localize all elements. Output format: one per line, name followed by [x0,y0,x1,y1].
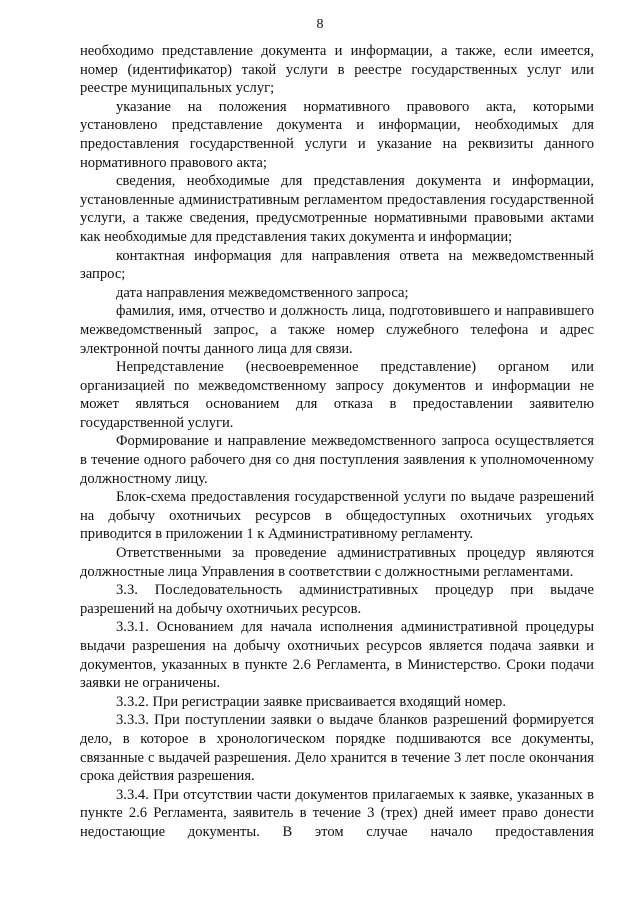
paragraph-10: Ответственными за проведение административных процедур являются должностные лица Управления в соответствии с должностными регламентами. [80,545,594,580]
paragraph-13: 3.3.2. При регистрации заявке присваивается входящий номер. [116,693,506,710]
paragraph-9: Блок-схема предоставления государственной услуги по выдаче разрешений на добычу охотничьих ресурсов в общедоступных охотничьих угодьях приводится в приложении 1 к Административному регламенту. [80,489,594,543]
document-body [80,42,594,842]
paragraph-6: фамилия, имя, отчество и должность лица, подготовившего и направившего межведомственный запрос, а также номер служебного телефона и адрес электронной почты данного лица для связи. [80,303,594,357]
paragraph-14: 3.3.3. При поступлении заявки о выдаче бланков разрешений формируется дело, в которое в хронологическом порядке подшиваются все документы, связанные с выдачей разрешения. Дело хранится в течение 3 лет после окончания срока действия разрешения. [80,712,594,785]
page-number: 8 [316,17,324,32]
paragraph-15: 3.3.4. При отсутствии части документов прилагаемых к заявке, указанных в пункте 2.6 Регламента, заявитель в течение 3 (трех) дней имеет право донести недостающие документы. В этом случае начало предоставления [80,786,594,840]
paragraph-8: Формирование и направление межведомственного запроса осуществляется в течение одного рабочего дня со дня поступления заявления к уполномоченному должностному лицу. [80,433,594,487]
paragraph-11: 3.3. Последовательность административных процедур при выдаче разрешений на добычу охотничьих ресурсов. [80,582,594,617]
paragraph-12: 3.3.1. Основанием для начала исполнения административной процедуры выдачи разрешения на добычу охотничьих ресурсов является подача заявки и документов, указанных в пункте 2.6 Регламента, в Министерство. Сроки подачи заявки не ограничены. [80,619,594,692]
paragraph-5: дата направления межведомственного запроса; [116,284,409,301]
paragraph-4: контактная информация для направления ответа на межведомственный запрос; [80,247,594,283]
paragraph-2: указание на положения нормативного правового акта, которыми установлено представление документа и информации, необходимых для предоставления государственной услуги и указание на реквизиты данного нормативного правового акта; [80,98,594,171]
paragraph-3: сведения, необходимые для представления документа и информации, установленные административным регламентом предоставления государственной услуги, а также сведения, предусмотренные нормативными правовыми актами как необходимые для представления таких документа и информации; [80,173,594,245]
paragraph-1: необходимо представление документа и информации, а также, если имеется, номер (идентификатор) такой услуги в реестре государственных услуг или реестре муниципальных услуг; [80,43,594,97]
paragraph-7: Непредставление (несвоевременное представление) органом или организацией по межведомственному запросу документов и информации не может являться основанием для отказа в предоставлении заявителю государственной услуги. [80,359,594,431]
